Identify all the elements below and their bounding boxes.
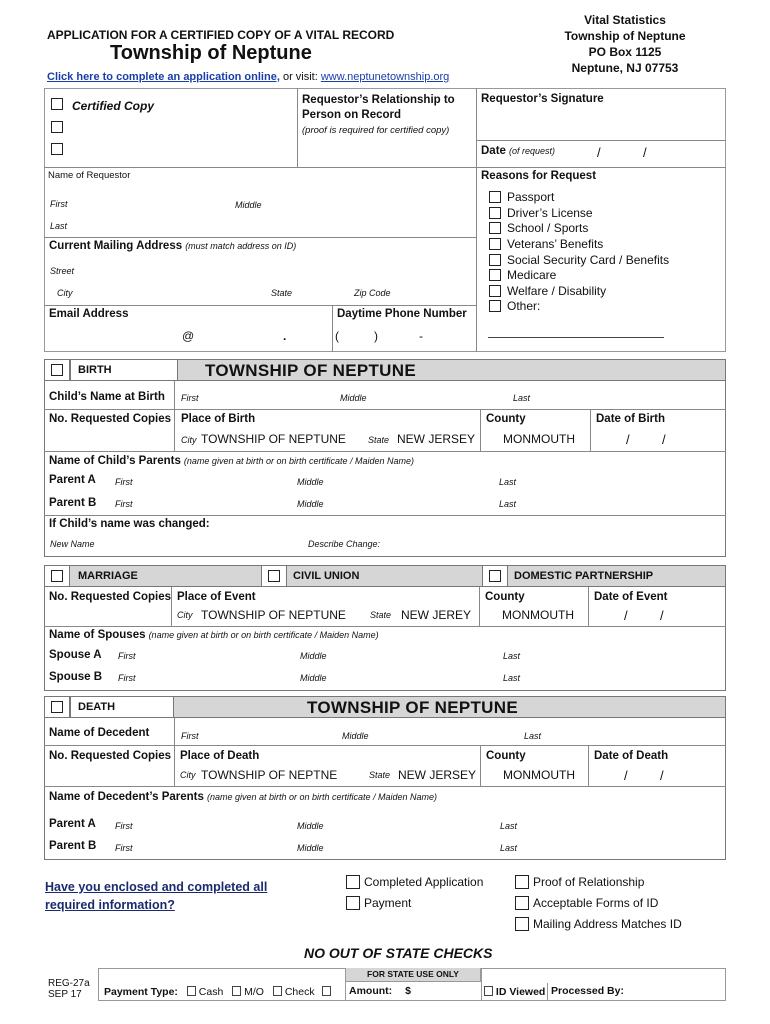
street-label: Street	[50, 266, 75, 276]
proof-of-relationship-label: Proof of Relationship	[533, 875, 645, 889]
office-line: PO Box 1125	[588, 45, 662, 59]
phone-open-paren: (	[335, 329, 339, 343]
spouse-a-label: Spouse A	[49, 649, 102, 661]
death-state-value: NEW JERSEY	[398, 768, 477, 782]
death-parent-a-label: Parent A	[49, 818, 96, 830]
form-date-line: SEP 17	[48, 989, 82, 1000]
marriage-city-value: TOWNSHIP OF NEPTUNE	[201, 608, 346, 622]
dob-slash: /	[626, 432, 630, 447]
describe-change-label: Describe Change:	[308, 539, 381, 549]
office-line: Neptune, NJ 07753	[571, 61, 679, 75]
birth-county-value: MONMOUTH	[503, 432, 575, 446]
payment-type-label: Payment Type:	[104, 986, 178, 998]
phone-label: Daytime Phone Number	[337, 308, 467, 320]
birth-checkbox[interactable]	[51, 364, 63, 376]
phone-close-paren: )	[374, 329, 378, 343]
reason-medicare-label: Medicare	[507, 268, 557, 282]
reason-welfare-checkbox[interactable]	[489, 285, 501, 297]
email-at: @	[182, 329, 195, 343]
birth-section-label: BIRTH	[78, 364, 112, 376]
parent-a-first: First	[115, 477, 133, 487]
marriage-copies-label: No. Requested Copies	[49, 591, 172, 603]
relationship-label: Requestor’s Relationship to Person on Record	[302, 94, 455, 121]
birth-copies-label: No. Requested Copies	[49, 413, 172, 425]
death-county-label: County	[486, 750, 526, 762]
spouses-label: Name of Spouses	[49, 629, 146, 641]
dob-slash: /	[662, 432, 666, 447]
reason-other-label: Other:	[507, 299, 541, 313]
reason-veterans-label: Veterans’ Benefits	[507, 237, 604, 251]
event-date-slash: /	[660, 608, 664, 623]
death-checkbox[interactable]	[51, 701, 63, 713]
mailing-address-note: (must match address on ID)	[185, 241, 297, 251]
township-title: Township of Neptune	[110, 42, 312, 64]
amount-label: Amount:	[349, 985, 393, 997]
death-state-label: State	[369, 770, 391, 780]
check-label: Check	[284, 986, 315, 998]
decedent-parents-row	[49, 791, 437, 803]
birth-city-label: City	[181, 435, 197, 445]
marriage-county-label: County	[485, 591, 525, 603]
decedent-last: Last	[524, 731, 542, 741]
zip-label: Zip Code	[354, 288, 391, 298]
copy-type-checkbox[interactable]	[51, 121, 63, 133]
childs-parents-label: Name of Child’s Parents	[49, 455, 181, 467]
parent-a-last: Last	[499, 477, 517, 487]
cash-checkbox[interactable]	[187, 986, 196, 996]
childs-name-label: Child’s Name at Birth	[49, 391, 165, 403]
enclosed-question-line: Have you enclosed and completed all	[45, 880, 268, 894]
id-viewed-row	[484, 986, 545, 998]
website-link[interactable]: www.neptunetownship.org	[320, 71, 450, 83]
mailing-address-label: Current Mailing Address	[49, 240, 183, 252]
id-viewed-checkbox[interactable]	[484, 986, 493, 996]
cash-label: Cash	[198, 986, 224, 998]
marriage-state-label: State	[370, 610, 392, 620]
child-last-label: Last	[513, 393, 531, 403]
reason-other-field[interactable]	[488, 336, 664, 338]
marriage-label: MARRIAGE	[78, 570, 138, 582]
decedent-middle: Middle	[342, 731, 369, 741]
no-out-of-state-checks: NO OUT OF STATE CHECKS	[304, 945, 493, 961]
spouse-a-middle: Middle	[300, 651, 327, 661]
date-note: (of request)	[509, 146, 556, 156]
death-banner: TOWNSHIP OF NEPTUNE	[307, 698, 518, 717]
amount-dollar: $	[405, 985, 411, 997]
reason-school-label: School / Sports	[507, 221, 589, 235]
death-parent-b-first: First	[115, 843, 133, 853]
reasons-label: Reasons for Request	[481, 170, 597, 182]
spouse-a-last: Last	[503, 651, 521, 661]
relationship-field[interactable]	[300, 140, 472, 164]
check-checkbox[interactable]	[273, 986, 282, 996]
death-county-value: MONMOUTH	[503, 768, 575, 782]
acceptable-id-label: Acceptable Forms of ID	[533, 896, 659, 910]
spouses-row	[49, 629, 379, 641]
death-city-value: TOWNSHIP OF NEPTNE	[201, 768, 338, 782]
birth-state-value: NEW JERSEY	[397, 432, 476, 446]
date-slash: /	[643, 145, 647, 160]
place-of-event-label: Place of Event	[177, 591, 256, 603]
death-section-label: DEATH	[78, 701, 116, 713]
civil-union-checkbox[interactable]	[268, 570, 280, 582]
city-label: City	[57, 288, 73, 298]
place-of-birth-label: Place of Birth	[181, 413, 256, 425]
spouse-b-label: Spouse B	[49, 671, 103, 683]
date-row	[481, 145, 555, 157]
amount-row	[349, 985, 411, 997]
form-title: APPLICATION FOR A CERTIFIED COPY OF A VITAL RECORD	[47, 28, 395, 42]
death-date-slash: /	[660, 768, 664, 783]
reason-veterans-checkbox[interactable]	[489, 238, 501, 250]
parent-b-middle: Middle	[297, 499, 324, 509]
state-use-label: FOR STATE USE ONLY	[367, 969, 459, 979]
reason-welfare-label: Welfare / Disability	[507, 284, 607, 298]
spouse-b-middle: Middle	[300, 673, 327, 683]
child-middle-label: Middle	[340, 393, 367, 403]
acceptable-id-checkbox[interactable]	[515, 896, 529, 910]
spouse-a-first: First	[118, 651, 136, 661]
address-matches-id-label: Mailing Address Matches ID	[533, 917, 682, 931]
payment-type-row	[104, 986, 331, 998]
death-city-label: City	[180, 770, 196, 780]
reason-school-checkbox[interactable]	[489, 222, 501, 234]
enclosed-question	[45, 878, 267, 914]
payment-label: Payment	[364, 896, 412, 910]
new-name-label: New Name	[50, 539, 95, 549]
decedent-parents-note: (name given at birth or on birth certificate / Maiden Name)	[206, 792, 438, 802]
death-parent-b-middle: Middle	[297, 843, 324, 853]
enclosed-question-line: required information?	[45, 898, 175, 912]
reason-passport-label: Passport	[507, 190, 555, 204]
death-parent-a-middle: Middle	[297, 821, 324, 831]
reason-social-security-label: Social Security Card / Benefits	[507, 253, 670, 267]
first-name-label: First	[50, 199, 68, 209]
death-parent-a-first: First	[115, 821, 133, 831]
email-label: Email Address	[49, 308, 129, 320]
marriage-state-value: NEW JEREY	[401, 608, 472, 622]
decedent-first: First	[181, 731, 199, 741]
address-matches-id-checkbox[interactable]	[515, 917, 529, 931]
domestic-partnership-label: DOMESTIC PARTNERSHIP	[514, 570, 654, 582]
completed-application-label: Completed Application	[364, 875, 484, 889]
parents-row	[49, 455, 414, 467]
decedent-label: Name of Decedent	[49, 727, 150, 739]
marriage-city-label: City	[177, 610, 193, 620]
event-date-slash: /	[624, 608, 628, 623]
reason-passport-checkbox[interactable]	[489, 191, 501, 203]
name-changed-label: If Child’s name was changed:	[49, 518, 210, 530]
id-viewed-label: ID Viewed	[495, 986, 546, 998]
birth-city-value: TOWNSHIP OF NEPTUNE	[201, 432, 346, 446]
date-label: Date	[481, 145, 506, 157]
relationship-note: (proof is required for certified copy)	[302, 125, 450, 136]
death-parent-a-last: Last	[500, 821, 518, 831]
birth-banner: TOWNSHIP OF NEPTUNE	[205, 361, 416, 380]
mailing-address-row	[49, 240, 296, 252]
office-line: Vital Statistics	[584, 13, 666, 27]
certified-copy-label: Certified Copy	[72, 99, 155, 113]
decedent-parents-label: Name of Decedent’s Parents	[49, 791, 204, 803]
proof-of-relationship-checkbox[interactable]	[515, 875, 529, 889]
form-code-line: REG-27a	[48, 978, 90, 989]
dob-label: Date of Birth	[596, 413, 665, 425]
reason-drivers-license-label: Driver’s License	[507, 206, 593, 220]
office-address	[540, 12, 710, 76]
death-date-slash: /	[624, 768, 628, 783]
middle-name-label: Middle	[235, 200, 262, 210]
parent-a-middle: Middle	[297, 477, 324, 487]
spouse-b-first: First	[118, 673, 136, 683]
parent-a-label: Parent A	[49, 474, 96, 486]
completed-application-checkbox[interactable]	[346, 875, 360, 889]
reason-drivers-license-checkbox[interactable]	[489, 207, 501, 219]
last-name-label: Last	[50, 221, 68, 231]
certified-copy-checkbox[interactable]	[51, 98, 63, 110]
copy-type-checkbox[interactable]	[51, 143, 63, 155]
signature-field[interactable]	[480, 108, 720, 138]
office-line: Township of Neptune	[564, 29, 686, 43]
processed-by-label: Processed By:	[551, 985, 624, 997]
birth-state-label: State	[368, 435, 390, 445]
child-first-label: First	[181, 393, 199, 403]
place-of-death-label: Place of Death	[180, 750, 260, 762]
marriage-checkbox[interactable]	[51, 570, 63, 582]
parent-b-label: Parent B	[49, 497, 97, 509]
domestic-partnership-checkbox[interactable]	[489, 570, 501, 582]
check-number-box[interactable]	[322, 986, 331, 996]
death-parent-b-last: Last	[500, 843, 518, 853]
date-slash: /	[597, 145, 601, 160]
email-dot: .	[283, 329, 287, 343]
date-of-death-label: Date of Death	[594, 750, 669, 762]
spouse-b-last: Last	[503, 673, 521, 683]
money-order-checkbox[interactable]	[232, 986, 241, 996]
phone-dash: -	[419, 329, 423, 343]
death-parent-b-label: Parent B	[49, 840, 97, 852]
reason-other-checkbox[interactable]	[489, 300, 501, 312]
reason-social-security-checkbox[interactable]	[489, 254, 501, 266]
requestor-name-label: Name of Requestor	[48, 170, 131, 181]
marriage-county-value: MONMOUTH	[502, 608, 574, 622]
payment-checkbox[interactable]	[346, 896, 360, 910]
civil-union-label: CIVIL UNION	[293, 570, 360, 582]
spouses-note: (name given at birth or on birth certificate / Maiden Name)	[148, 630, 379, 640]
money-order-label: M/O	[244, 986, 264, 998]
childs-parents-note: (name given at birth or on birth certificate / Maiden Name)	[183, 456, 415, 466]
reason-medicare-checkbox[interactable]	[489, 269, 501, 281]
birth-county-label: County	[486, 413, 526, 425]
date-of-event-label: Date of Event	[594, 591, 668, 603]
death-copies-label: No. Requested Copies	[49, 750, 172, 762]
signature-label: Requestor’s Signature	[481, 93, 604, 105]
state-label: State	[271, 288, 293, 298]
or-visit-text: or visit:	[282, 71, 318, 83]
parent-b-last: Last	[499, 499, 517, 509]
online-line	[47, 71, 449, 83]
parent-b-first: First	[115, 499, 133, 509]
form-code	[48, 978, 90, 1000]
online-application-link[interactable]: Click here to complete an application online,	[47, 71, 280, 83]
